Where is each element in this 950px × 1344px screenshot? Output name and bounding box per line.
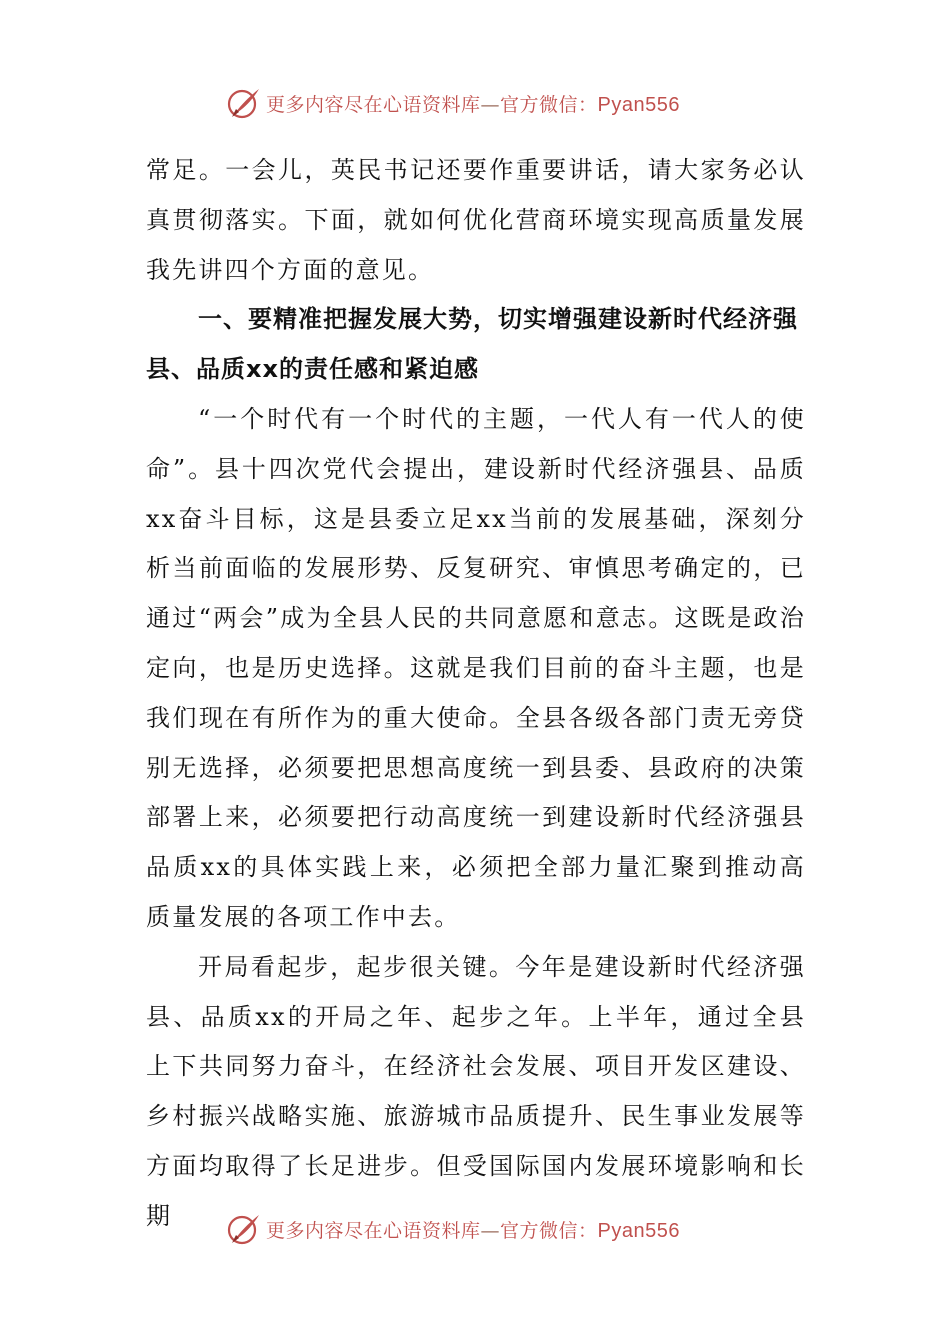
watermark-library-name: 更多内容尽在心语资料库 [266, 1219, 481, 1242]
watermark-wechat-id: Pyan556 [597, 1219, 680, 1242]
quill-logo-icon [226, 85, 262, 121]
watermark-separator: — [480, 1219, 501, 1242]
watermark-text [266, 90, 680, 117]
watermark-wechat-label: 官方微信： [500, 93, 598, 116]
watermark-banner-top [226, 83, 746, 123]
paragraph-body-1: “一个时代有一个时代的主题，一代人有一代人的使命”。县十四次党代会提出，建设新时代经济强县、品质xx奋斗目标，这是县委立足xx当前的发展基础，深刻分析当前面临的发展形势、反复研究、审慎思考确定的，已通过“两会”成为全县人民的共同意愿和意志。这既是政治定向，也是历史选择。这就是我们目前的奋斗主题，也是我们现在有所作为的重大使命。全县各级各部门责无旁贷别无选择，必须要把思想高度统一到县委、县政府的决策部署上来，必须要把行动高度统一到建设新时代经济强县品质xx的具体实践上来，必须把全部力量汇聚到推动高质量发展的各项工作中去。 [146, 404, 806, 931]
watermark-wechat-label: 官方微信： [500, 1219, 598, 1242]
watermark-wechat-id: Pyan556 [597, 93, 680, 116]
paragraph-body-2: 开局看起步，起步很关键。今年是建设新时代经济强县、品质xx的开局之年、起步之年。上半年，通过全县上下共同努力奋斗，在经济社会发展、项目开发区建设、乡村振兴战略实施、旅游城市品质提升、民生事业发展等方面均取得了长足进步。但受国际国内发展环境影响和长期 [146, 952, 806, 1230]
document-body [146, 146, 806, 1242]
watermark-banner-bottom [226, 1209, 746, 1249]
watermark-library-name: 更多内容尽在心语资料库 [266, 93, 481, 116]
watermark-text [266, 1216, 680, 1243]
quill-logo-icon [226, 1211, 262, 1247]
paragraph-intro-continuation: 常足。一会儿，英民书记还要作重要讲话，请大家务必认真贯彻落实。下面，就如何优化营商环境实现高质量发展我先讲四个方面的意见。 [146, 156, 806, 284]
watermark-separator: — [480, 93, 501, 116]
section-heading-1: 一、要精准把握发展大势，切实增强建设新时代经济强县、品质xx的责任感和紧迫感 [146, 305, 798, 384]
